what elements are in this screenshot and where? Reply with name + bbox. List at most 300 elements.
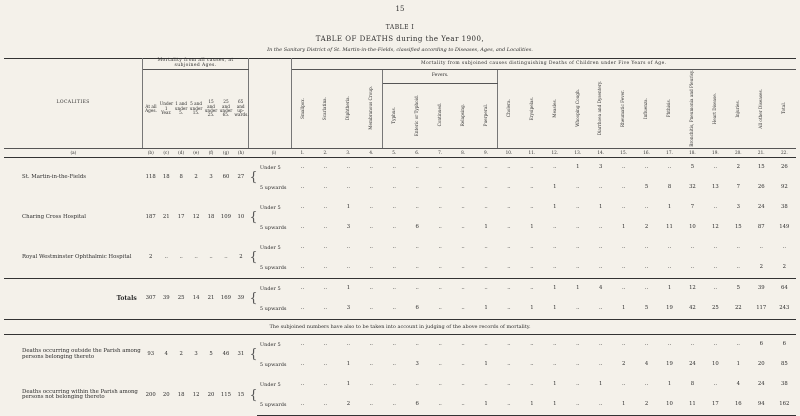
cause-value: .. [713,204,718,211]
cause-value: .. [599,305,603,312]
column-number: 9. [475,149,498,158]
age-group-label: Under 5 [259,381,281,388]
column-number: (a) [4,149,143,158]
cause-value: .. [690,341,695,348]
cause-value: 38 [780,381,788,388]
cause-value: 17 [704,395,727,416]
cause-value: .. [644,164,649,171]
cause-value: 3 [415,361,419,368]
page-number: 15 [395,5,405,13]
cause-col-header [360,70,383,149]
cause-value: 26 [780,164,788,171]
cause-value: 1 [599,204,603,211]
cause-value: 1 [667,204,672,211]
cause-value: 24 [689,361,696,368]
cause-value: 6 [406,395,429,416]
cause-value: 8 [667,184,672,191]
cause-value: .. [621,204,626,211]
cause-value: 1 [475,395,498,416]
cause-col-header [773,70,796,149]
age-col-header: Under 1 Year. [159,70,174,149]
cause-value: .. [346,164,351,171]
cause-value: 1 [621,305,626,312]
cause-value: 2 [759,264,763,271]
cause-value: .. [484,204,488,211]
cause-value: 32 [689,184,696,191]
age-value: 307 [143,279,159,320]
cause-value: .. [599,184,603,191]
cause-value: .. [415,264,419,271]
column-number [248,149,257,158]
cause-value: .. [323,204,328,211]
age-group-label: Under 5 [259,244,281,251]
cause-value: .. [392,264,396,271]
age-value: 200 [145,391,156,398]
cause-value: 1 [621,224,626,231]
cause-value: .. [507,264,511,271]
cause-col-header [543,70,566,149]
cause-value: .. [621,341,626,348]
cause-value: .. [713,244,718,251]
cause-col-label: Cholera. [505,99,511,118]
cause-col-label: Whooping Cough. [574,89,580,128]
cause-value: .. [553,264,557,271]
cause-value: .. [392,224,396,231]
cause-value: 92 [780,184,788,191]
cause-col-label: Measles. [551,99,557,118]
cause-col-header [314,70,337,149]
cause-value: 1 [599,381,603,388]
cause-value: .. [300,164,305,171]
fevers-header: Fevers. [383,70,498,84]
column-number: 2. [314,149,337,158]
age-group-label: 5 upwards [259,305,287,312]
cause-value: .. [612,279,635,300]
cause-value: .. [392,341,396,348]
cause-value: .. [300,361,305,368]
cause-col-label: All other Diseases. [758,88,764,129]
cause-value: .. [346,244,351,251]
column-number: 11. [520,149,543,158]
cause-value: 2 [644,224,649,231]
cause-value: 1 [543,279,566,300]
cause-col-header [566,70,589,149]
cause-value: .. [553,224,557,231]
cause-value: 1 [667,381,672,388]
cause-value: 10 [712,361,719,368]
cause-value: 1 [484,305,488,312]
cause-value: .. [736,341,740,348]
cause-value: 1 [658,279,681,300]
column-number: (c) [159,149,174,158]
cause-col-header [291,70,314,149]
age-value: 5 [209,351,213,358]
cause-value: .. [530,264,534,271]
cause-value: .. [415,164,419,171]
cause-value: .. [667,164,672,171]
cause-value: 39 [750,279,773,300]
cause-value: .. [392,381,396,388]
age-value: 12 [192,391,200,398]
cause-value: 6 [782,341,787,348]
cause-value: 19 [666,361,673,368]
deaths-table-container [4,58,796,416]
column-number: 3. [337,149,360,158]
age-value: 17 [177,214,185,221]
age-value: .. [224,254,228,261]
cause-value: 7 [690,204,695,211]
cause-value: .. [323,361,328,368]
cause-value: 38 [780,204,788,211]
cause-value: .. [667,264,672,271]
cause-value: .. [599,264,603,271]
column-number: (e) [189,149,204,158]
cause-value: 4 [644,361,649,368]
age-value: 31 [237,351,245,358]
cause-value: .. [553,361,557,368]
age-col-header: 25 and under 65. [218,70,233,149]
cause-value: .. [346,341,351,348]
fever-col-header [475,83,498,149]
cause-value: .. [599,224,603,231]
cause-value: .. [713,264,718,271]
age-value: 15 [237,391,245,398]
age-group-label: 5 upwards [259,264,287,271]
fever-col-label: Puerperal. [482,103,488,127]
cause-value: .. [369,164,373,171]
cause-value: .. [323,164,328,171]
cause-value: .. [667,341,672,348]
locality-name: Royal Westminster Ophthalmic Hospital [22,254,132,261]
column-number: 19. [704,149,727,158]
cause-value: .. [461,264,465,271]
cause-value: .. [300,244,305,251]
cause-value: .. [323,224,328,231]
cause-value: .. [589,395,612,416]
age-col-header: At all Ages. [143,70,159,149]
cause-value: .. [291,279,314,300]
brace-icon: { [248,279,257,320]
cause-value: .. [415,204,419,211]
table-label: TABLE I [385,24,415,31]
fever-col-label: Typhus. [391,106,397,124]
cause-value: .. [291,395,314,416]
cause-value: .. [461,341,465,348]
cause-col-label: Influenza. [643,97,649,119]
cause-value: 149 [779,224,790,231]
cause-value: 5 [727,279,750,300]
column-number: 17. [658,149,681,158]
cause-value: .. [484,164,488,171]
cause-col-header [635,70,658,149]
cause-value: .. [369,341,373,348]
cause-value: .. [507,341,511,348]
cause-value: 12 [681,279,704,300]
cause-value: 2 [782,264,787,271]
cause-value: .. [346,184,351,191]
column-number: (g) [218,149,233,158]
cause-value: .. [415,184,419,191]
column-number: 15. [612,149,635,158]
cause-value: .. [323,305,328,312]
age-value: 25 [174,279,189,320]
age-value: 27 [237,174,245,181]
age-value: 39 [233,279,248,320]
cause-value: .. [667,244,672,251]
cause-value: 2 [337,395,360,416]
age-value: 93 [147,351,155,358]
fever-col-header [452,83,475,149]
column-number: 21. [750,149,773,158]
cause-value: .. [383,395,406,416]
cause-value: 19 [666,305,673,312]
age-group-label: Under 5 [259,341,281,348]
cause-value: .. [461,305,465,312]
cause-value: 13 [712,184,719,191]
cause-value: .. [369,244,373,251]
cause-value: 1 [543,395,566,416]
cause-value: .. [429,395,452,416]
cause-value: .. [484,381,488,388]
cause-value: .. [599,361,603,368]
cause-value: .. [530,244,534,251]
column-number: 20. [727,149,750,158]
fever-col-label: Relapsing. [459,103,465,127]
cause-value: .. [530,184,534,191]
cause-value: .. [300,184,305,191]
cause-value: 1 [576,164,580,171]
age-col-header: 1 and under 5. [174,70,189,149]
cause-value: .. [314,395,337,416]
age-value: 21 [162,214,170,221]
note-row [4,320,796,335]
column-number: 1. [291,149,314,158]
cause-value: .. [644,381,649,388]
age-value: 109 [220,214,232,221]
cause-value: .. [406,279,429,300]
cause-value: 6 [415,224,419,231]
age-value: 2 [194,174,198,181]
cause-value: .. [323,264,328,271]
cause-col-header [704,70,727,149]
cause-value: .. [644,204,649,211]
cause-value: 162 [773,395,796,416]
cause-value: .. [461,361,465,368]
cause-value: .. [576,381,580,388]
fever-col-header [383,83,406,149]
cause-value: .. [323,341,328,348]
age-group-label: 5 upwards [259,224,287,231]
cause-value: .. [690,264,695,271]
cause-value: .. [507,244,511,251]
cause-value: 16 [727,395,750,416]
cause-value: .. [576,305,580,312]
cause-value: .. [392,184,396,191]
age-value: .. [179,254,183,261]
table-row [4,238,796,258]
cause-value: .. [346,264,351,271]
locality-name: Deaths occurring outside the Parish among persons belonging thereto [22,348,141,361]
cause-col-header [681,70,704,149]
cause-value: .. [507,381,511,388]
cause-value: .. [369,381,373,388]
cause-value: .. [438,361,442,368]
cause-value: 25 [712,305,719,312]
cause-value: .. [429,279,452,300]
cause-value: .. [415,341,419,348]
age-value: 2 [149,254,153,261]
cause-value: 1 [553,204,557,211]
cause-value: 1 [736,361,740,368]
age-value: 187 [145,214,156,221]
cause-value: .. [690,244,695,251]
cause-value: .. [576,204,580,211]
cause-value: .. [415,381,419,388]
column-number: 5. [383,149,406,158]
cause-value: 1 [484,224,488,231]
cause-value: .. [621,381,626,388]
column-number: (h) [233,149,248,158]
table-row [4,158,796,179]
cause-value: .. [452,279,475,300]
cause-col-header [658,70,681,149]
table-row [4,198,796,218]
cause-value: .. [530,361,534,368]
cause-value: .. [621,244,626,251]
cause-value: 15 [734,224,742,231]
column-number: (i) [257,149,291,158]
cause-value: 3 [346,305,351,312]
cause-value: 1 [553,305,557,312]
cause-col-header [589,70,612,149]
fever-col-header [429,83,452,149]
cause-value: 6 [759,341,763,348]
locality-name: St. Martin-in-the-Fields [22,174,87,181]
age-value: 169 [218,279,233,320]
cause-col-label: Diarrhoea and Dysentery. [597,81,603,136]
cause-value: 12 [712,224,719,231]
cause-value: 5 [644,305,649,312]
cause-value: .. [438,224,442,231]
cause-value: .. [759,244,763,251]
cause-value: .. [576,184,580,191]
column-number: (d) [174,149,189,158]
brace-icon: { [249,210,258,226]
table-row [4,279,796,300]
column-number: 6. [406,149,429,158]
age-value: 118 [145,174,156,181]
cause-value: .. [497,279,520,300]
cause-value: .. [300,381,305,388]
cause-col-label: Total. [781,102,787,115]
cause-col-label: Rheumatic Fever. [620,89,626,127]
totals-label: Totals [4,279,143,320]
table-row [4,335,796,356]
cause-value: .. [369,224,373,231]
cause-col-label: Scarlatina. [322,96,328,120]
cause-value: .. [369,204,373,211]
cause-value: .. [369,361,373,368]
cause-value: .. [553,341,557,348]
age-value: 20 [162,391,170,398]
brace-icon: { [249,250,258,266]
cause-value: .. [576,244,580,251]
age-group-label: 5 upwards [259,361,287,368]
age-group-label: Under 5 [259,164,281,171]
cause-value: .. [438,381,442,388]
mortality-all-header: Mortality from all causes, at subjoined Ages. [143,59,249,70]
cause-value: .. [713,341,718,348]
cause-value: 2 [621,361,626,368]
locality-name: Charing Cross Hospital [22,214,86,221]
column-number: 7. [429,149,452,158]
cause-value: .. [621,264,626,271]
column-number: 4. [360,149,383,158]
cause-value: 42 [689,305,696,312]
cause-value: .. [392,305,396,312]
cause-col-label: Bronchitis, Pneumonia and Pleurisy. [689,70,695,147]
cause-value: 22 [734,305,742,312]
column-number: 8. [452,149,475,158]
age-group-label: 5 upwards [257,395,291,416]
cause-value: .. [621,164,626,171]
cause-value: .. [644,244,649,251]
cause-value: .. [644,264,649,271]
brace-icon: { [249,347,258,363]
cause-value: .. [576,264,580,271]
cause-value: .. [644,341,649,348]
cause-value: 117 [756,305,767,312]
cause-value: .. [392,164,396,171]
age-value: 2 [179,351,183,358]
cause-value: 1 [484,361,488,368]
cause-value: .. [461,224,465,231]
cause-value: .. [392,204,396,211]
cause-col-label: Phthisis. [666,99,672,118]
column-number: 16. [635,149,658,158]
cause-value: .. [736,244,740,251]
cause-value: .. [484,264,488,271]
cause-value: .. [438,164,442,171]
table-title: TABLE OF DEATHS during the Year 1900, [315,35,485,43]
cause-value: 10 [658,395,681,416]
cause-value: 8 [690,381,695,388]
cause-value: .. [461,164,465,171]
cause-col-label: Injuries. [735,99,741,118]
cause-value: .. [736,264,740,271]
table-row [4,375,796,395]
age-value: 21 [204,279,219,320]
age-value: 18 [177,391,185,398]
age-value: 46 [222,351,230,358]
cause-value: .. [392,244,396,251]
localities-header: LOCALITIES [4,59,143,149]
cause-col-header [337,70,360,149]
cause-value: 94 [750,395,773,416]
age-value: 2 [239,254,243,261]
cause-value: .. [507,164,511,171]
cause-value: 1 [520,395,543,416]
cause-value: 1 [553,184,557,191]
cause-value: 6 [415,305,419,312]
cause-col-label: Membranous Croup. [367,86,373,131]
age-group-label: Under 5 [259,204,281,211]
cause-value: 4 [589,279,612,300]
cause-value: .. [461,381,465,388]
cause-value: .. [438,264,442,271]
column-number: 18. [681,149,704,158]
column-number: 10. [497,149,520,158]
